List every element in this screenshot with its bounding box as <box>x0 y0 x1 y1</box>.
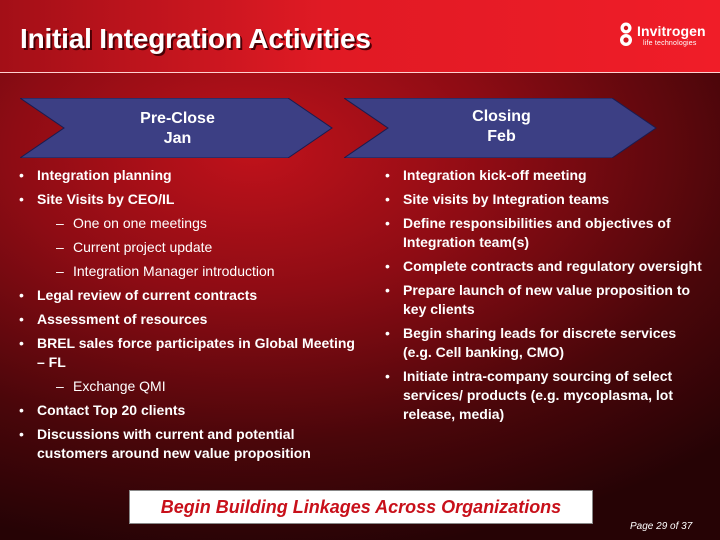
bullet-item: • Contact Top 20 clients <box>19 401 359 420</box>
phase-chevron-closing <box>344 98 659 158</box>
phase-month-preclose: Jan <box>163 130 192 147</box>
bullet-item: • Prepare launch of new value proposition to key clients <box>385 281 705 319</box>
right-bullet-list <box>385 166 705 424</box>
bullet-item: • Site Visits by CEO/IL <box>19 190 359 209</box>
phase-label-preclose: Pre-Close <box>140 110 215 127</box>
phase-chevron-preclose <box>20 98 335 158</box>
logo-tagline: life technologies <box>643 40 697 47</box>
bullet-item: • Legal review of current contracts <box>19 286 359 305</box>
page-number: Page 29 of 37 <box>630 521 693 532</box>
banner-box <box>129 490 593 524</box>
bullet-item: • Integration kick-off meeting <box>385 166 705 185</box>
bullet-item: • Discussions with current and potential customers around new value proposition <box>19 425 359 463</box>
sub-bullet-item: – One on one meetings <box>19 214 359 233</box>
bullet-item: • Complete contracts and regulatory oversight <box>385 257 705 276</box>
bullet-item: • Site visits by Integration teams <box>385 190 705 209</box>
logo-name: Invitrogen <box>637 23 706 39</box>
phase-month-closing: Feb <box>487 128 516 145</box>
bullet-item: • Begin sharing leads for discrete services (e.g. Cell banking, CMO) <box>385 324 705 362</box>
sub-bullet-item: – Exchange QMI <box>19 377 359 396</box>
phase-label-closing: Closing <box>472 108 531 125</box>
slide-title: Initial Integration Activities <box>20 23 371 54</box>
bullet-item: • BREL sales force participates in Global Meeting – FL <box>19 334 359 372</box>
banner-text: Begin Building Linkages Across Organizations <box>160 497 562 517</box>
bullet-item: • Initiate intra-company sourcing of select services/ products (e.g. mycoplasma, lot release, media) <box>385 367 705 424</box>
right-column <box>385 166 705 429</box>
invitrogen-logo <box>619 22 715 50</box>
bullet-item: • Integration planning <box>19 166 359 185</box>
left-bullet-list <box>19 166 359 463</box>
invitrogen-logo-icon <box>619 22 633 48</box>
sub-bullet-item: – Current project update <box>19 238 359 257</box>
bullet-item: • Assessment of resources <box>19 310 359 329</box>
sub-bullet-item: – Integration Manager introduction <box>19 262 359 281</box>
title-bar <box>0 0 720 73</box>
bullet-item: • Define responsibilities and objectives of Integration team(s) <box>385 214 705 252</box>
left-column <box>19 166 359 468</box>
